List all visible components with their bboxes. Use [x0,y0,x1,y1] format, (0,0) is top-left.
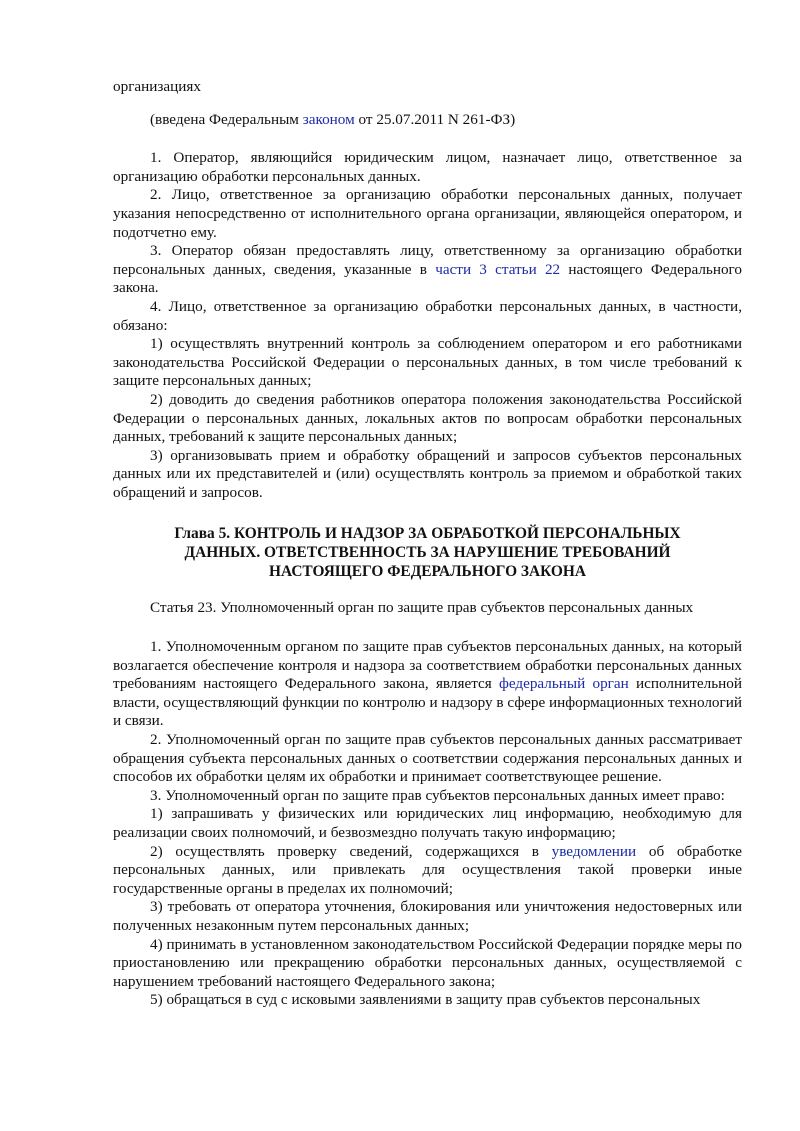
notification-link[interactable]: уведомлении [551,842,637,860]
amendment-note [113,111,742,130]
paragraph-text: об обработке персональных данных, или привлекать для осуществления такой проверки иные государственные органы в пределах их полномочий; [113,842,742,897]
list-item-court-claims: 5) обращаться в суд с исковыми заявлениями в защиту прав субъектов персональных [150,991,701,1009]
continued-text-fragment: организациях [113,78,201,95]
chapter-heading: Глава 5. КОНТРОЛЬ И НАДЗОР ЗА ОБРАБОТКОЙ ПЕРСОНАЛЬНЫХ ДАННЫХ. ОТВЕТСТВЕННОСТЬ ЗА НАРУШЕНИЕ ТРЕБОВАНИЙ НАСТОЯЩЕГО ФЕДЕРАЛЬНОГО ЗАКОНА [174,525,681,581]
amendment-note-prefix: (введена Федеральным [150,110,303,128]
paragraph-text: 3. Оператор обязан предоставлять лицу, ответственному за организацию обработки персональных данных, сведения, указанные в [113,242,742,278]
paragraph-text: 2) осуществлять проверку сведений, содержащихся в [150,842,552,860]
list-item-suspend-processing: 4) принимать в установленном законодательством Российской Федерации порядке меры по приостановлению или прекращению обработки персональных данных, осуществляемой с нарушением требований настоящего Федерального закона; [113,935,742,990]
paragraph-text: настоящего Федерального закона. [113,260,742,297]
article-title: Статья 23. Уполномоченный орган по защите прав субъектов персональных данных [150,599,694,617]
article-22-part-3-link[interactable]: части 3 статьи 22 [435,260,561,278]
list-item-internal-control: 1) осуществлять внутренний контроль за соблюдением оператором и его работниками законодательства Российской Федерации о персональных данных, в том числе требований к защите персональных данных; [113,335,742,390]
law-link[interactable]: законом [302,110,355,128]
list-item-handle-requests: 3) организовывать прием и обработку обращений и запросов субъектов персональных данных или их представителей и (или) осуществлять контроль за приемом и обработкой таких обращений и запросов. [113,446,742,501]
paragraph-reviews-appeals: 2. Уполномоченный орган по защите прав субъектов персональных данных рассматривает обращения субъекта персональных данных о соответствии содержания персональных данных и способов их обработки целям их обработки и принимает соответствующее решение. [113,731,742,786]
list-item-verify-notification [113,843,742,899]
paragraph-operator-provides [113,242,742,298]
paragraph-authorized-body [113,638,742,731]
document-page [113,78,742,1010]
paragraph-responsible-person: 2. Лицо, ответственное за организацию обработки персональных данных, получает указания непосредственно от исполнительного органа организации, являющейся оператором, и подотчетно ему. [113,186,742,241]
list-item-inform-employees: 2) доводить до сведения работников оператора положения законодательства Российской Федерации о персональных данных, локальных актов по вопросам обработки персональных данных, требований к защите персональных данных; [113,390,742,446]
paragraph-text: 1. Уполномоченным органом по защите прав субъектов персональных данных, на который возлагается обеспечение контроля и надзора за соответствием обработки персональных данных требованиям настоящего Федерального закона, является [113,638,742,693]
paragraph-operator-appoints: 1. Оператор, являющийся юридическим лицом, назначает лицо, ответственное за организацию обработки персональных данных. [113,149,742,185]
federal-body-link[interactable]: федеральный орган [498,675,629,693]
paragraph-text: исполнительной власти, осуществляющий функции по контролю и надзору в сфере информационных технологий и связи. [113,675,742,730]
paragraph-rights-intro: 3. Уполномоченный орган по защите прав субъектов персональных данных имеет право: [150,786,725,804]
list-item-demand-correction: 3) требовать от оператора уточнения, блокирования или уничтожения недостоверных или полученных незаконным путем персональных данных; [113,898,742,934]
paragraph-duties-intro: 4. Лицо, ответственное за организацию обработки персональных данных, в частности, обязано: [113,297,742,334]
amendment-note-suffix: от 25.07.2011 N 261-ФЗ) [354,110,516,128]
list-item-request-information: 1) запрашивать у физических или юридических лиц информацию, необходимую для реализации своих полномочий, и безвозмездно получать такую информацию; [113,805,742,841]
